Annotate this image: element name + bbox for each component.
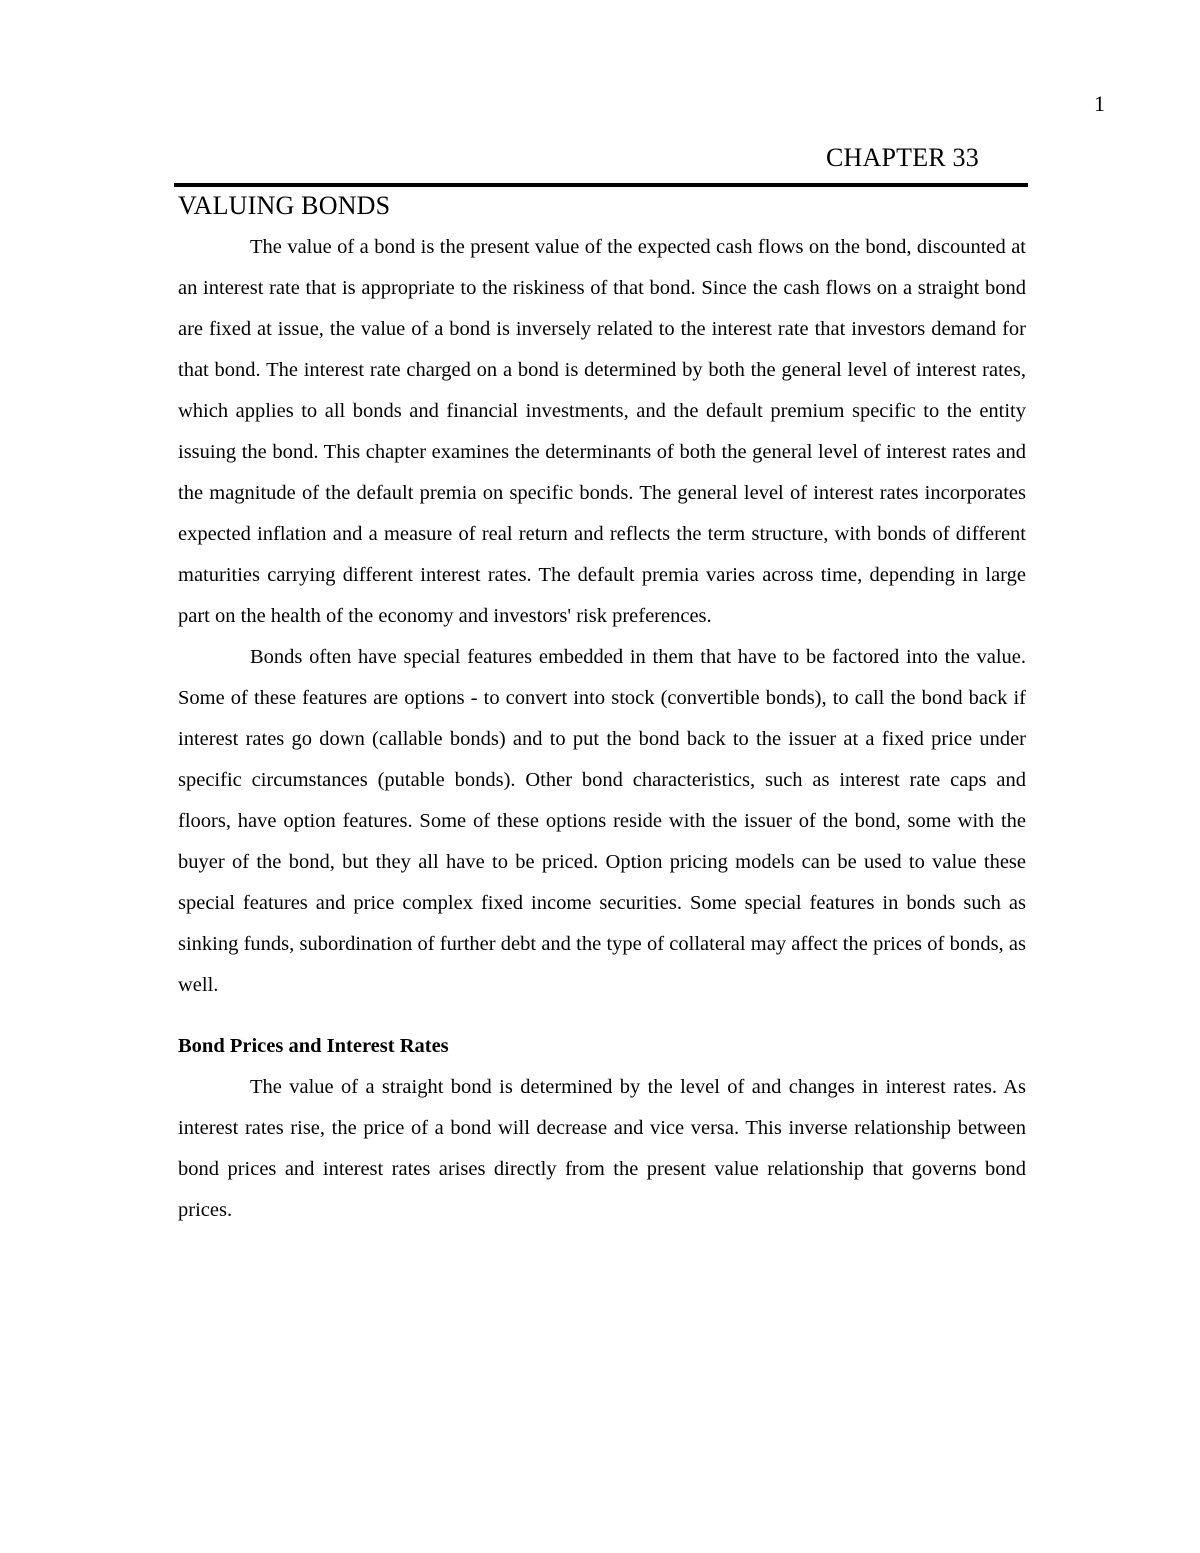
chapter-body [178,227,1026,1231]
chapter-title: VALUING BONDS [178,191,391,220]
chapter-label: CHAPTER 33 [826,143,979,172]
chapter-divider [174,183,1028,187]
intro-paragraph-1: The value of a bond is the present value of the expected cash flows on the bond, discounted at an interest rate that is appropriate to the riskiness of that bond. Since the cash flows on a straight bond are fixed at issue, the value of a bond is inversely related to the interest rate that investors demand for that bond. The interest rate charged on a bond is determined by both the general level of interest rates, which applies to all bonds and financial investments, and the default premium specific to the entity issuing the bond. This chapter examines the determinants of both the general level of interest rates and the magnitude of the default premia on specific bonds. The general level of interest rates incorporates expected inflation and a measure of real return and reflects the term structure, with bonds of different maturities carrying different interest rates. The default premia varies across time, depending in large part on the health of the economy and investors' risk preferences. [178,236,1026,627]
page-number: 1 [1094,91,1105,116]
section-heading-bond-prices: Bond Prices and Interest Rates [178,1035,449,1057]
bond-prices-paragraph-1: The value of a straight bond is determined by the level of and changes in interest rates. As interest rates rise, the price of a bond will decrease and vice versa. This inverse relationship between bond prices and interest rates arises directly from the present value relationship that governs bond prices. [178,1076,1026,1221]
intro-paragraph-2: Bonds often have special features embedded in them that have to be factored into the value. Some of these features are options - to convert into stock (convertible bonds), to call the bond back if interest rates go down (callable bonds) and to put the bond back to the issuer at a fixed price under specific circumstances (putable bonds). Other bond characteristics, such as interest rate caps and floors, have option features. Some of these options reside with the issuer of the bond, some with the buyer of the bond, but they all have to be priced. Option pricing models can be used to value these special features and price complex fixed income securities. Some special features in bonds such as sinking funds, subordination of further debt and the type of collateral may affect the prices of bonds, as well. [178,646,1026,996]
